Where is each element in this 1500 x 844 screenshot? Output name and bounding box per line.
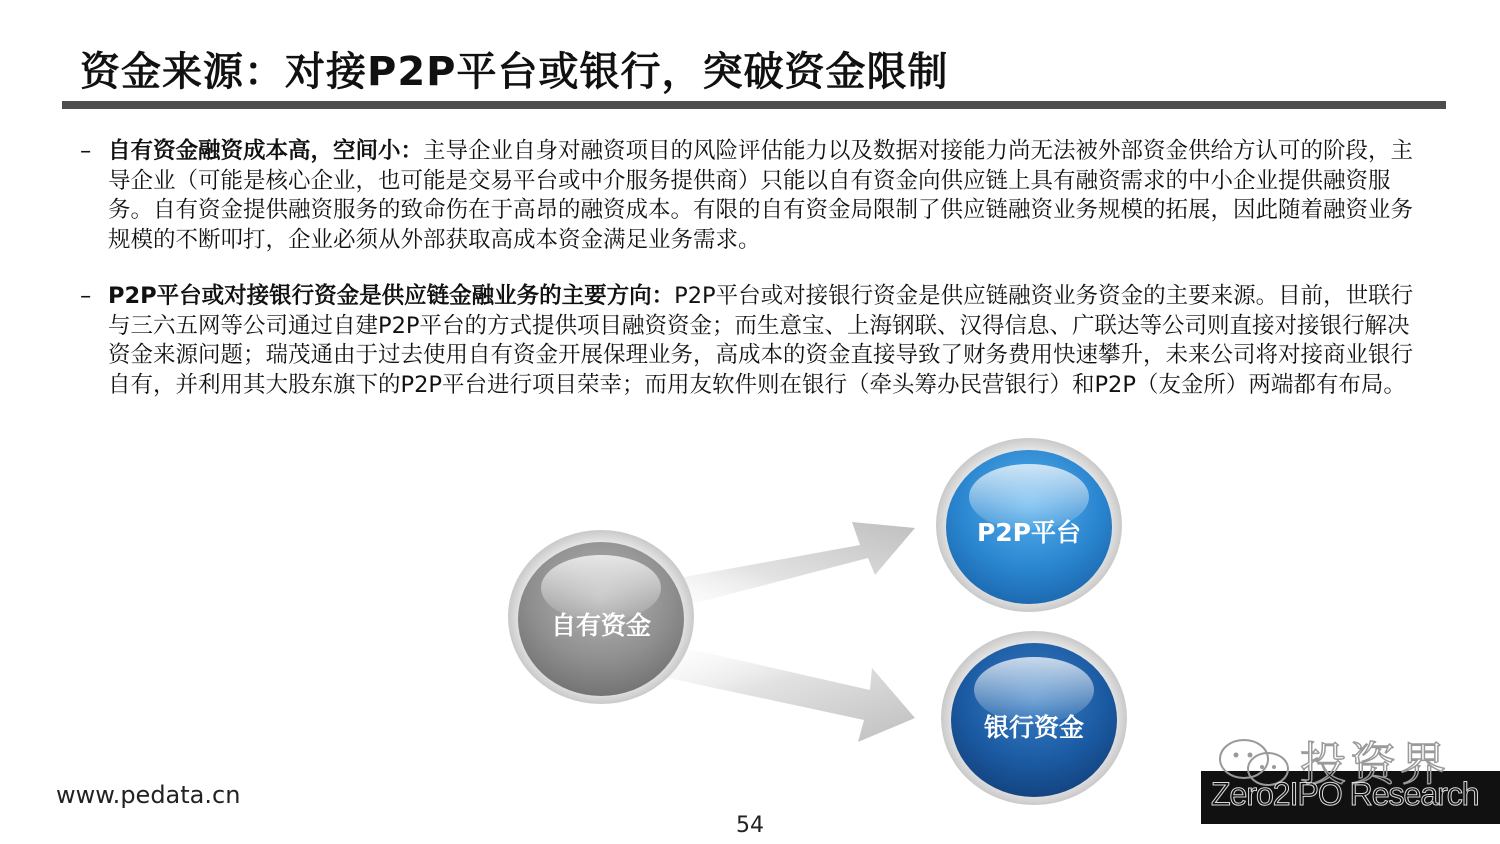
watermark-en-text: Zero2IPO Research [1211,776,1479,812]
source-node [508,530,694,704]
target-node-p2p [936,438,1122,612]
bullet-body: P2P平台或对接银行资金是供应链融资业务资金的主要来源。目前，世联行与三六五网等公司通过自建P2P平台的方式提供项目融资资金；而生意宝、上海钢联、汉得信息、广联达等公司则直接对接银行解决资金来源问题；瑞茂通由于过去使用自有资金开展保理业务，高成本的资金直接导致了财务费用快速攀升，未来公司将对接商业银行自有，并利用其大股东旗下的P2P平台进行项目荣幸；而用友软件则在银行（牵头筹办民营银行）和P2P（友金所）两端都有布局。 [108,283,1414,398]
footer-url: www.pedata.cn [56,781,241,809]
bullet-dash: – [80,138,92,164]
target-node-bank [941,631,1127,805]
watermark-en [1211,776,1479,813]
target-label-bank: 银行资金 [983,713,1085,742]
target-label-p2p: P2P平台 [976,518,1082,547]
bullet-heading: P2P平台或对接银行资金是供应链金融业务的主要方向： [108,283,675,309]
bullet-body: 主导企业自身对融资项目的风险评估能力以及数据对接能力尚无法被外部资金供给方认可的阶段，主导企业（可能是核心企业，也可能是交易平台或中介服务提供商）只能以自有资金向供应链上具有融资需求的中小企业提供融资服务。自有资金提供融资服务的致命伤在于高昂的融资成本。有限的自有资金局限制了供应链融资业务规模的拓展，因此随着融资业务规模的不断叩打，企业必须从外部获取高成本资金满足业务需求。 [108,138,1414,253]
watermark-cn: 投资界 [1300,737,1450,791]
source-label: 自有资金 [550,611,652,640]
page-number: 54 [736,813,764,838]
bullet-heading: 自有资金融资成本高，空间小： [108,138,424,164]
bullet-dash: – [80,283,92,309]
page-title: 资金来源：对接P2P平台或银行，突破资金限制 [80,49,949,95]
